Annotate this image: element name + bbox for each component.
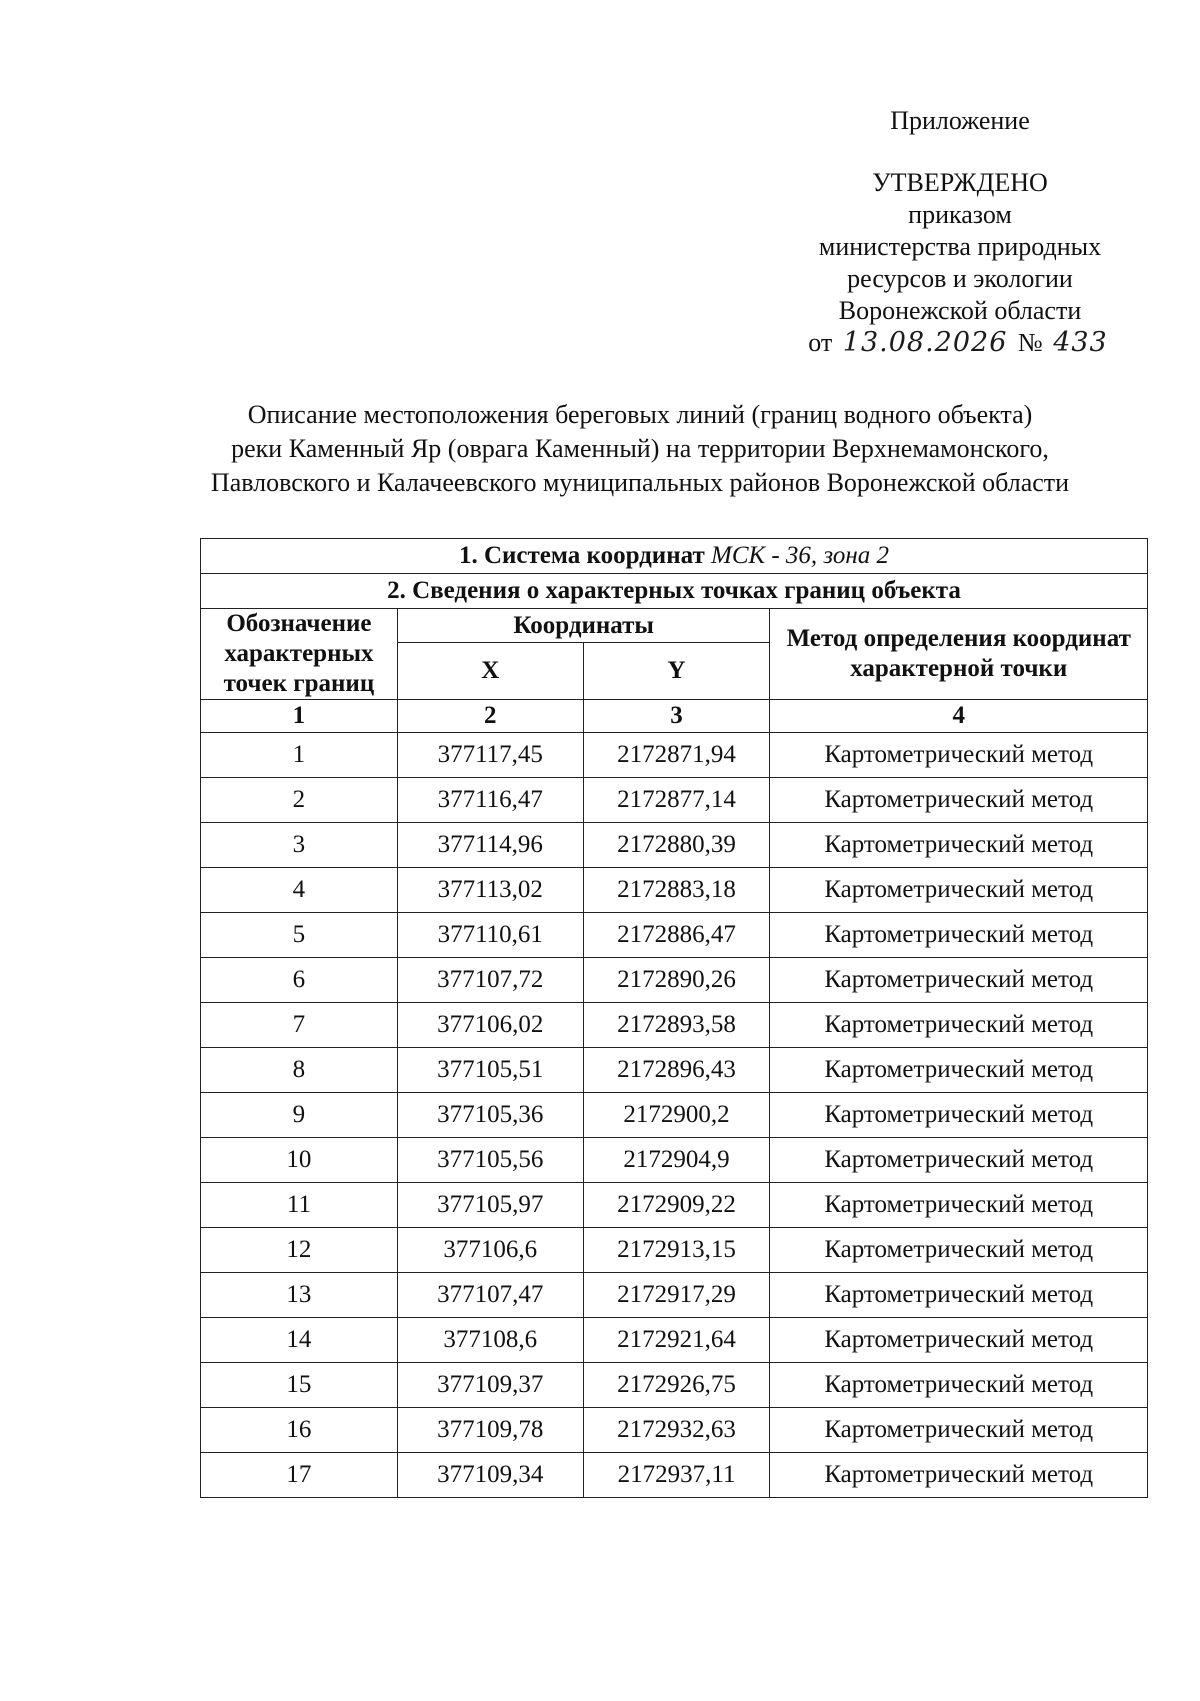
- x-coordinate-cell: 377105,97: [397, 1183, 583, 1228]
- method-cell: Картометрический метод: [770, 1273, 1148, 1318]
- method-cell: Картометрический метод: [770, 778, 1148, 823]
- y-coordinate-cell: 2172921,64: [583, 1318, 770, 1363]
- point-cell: 2: [201, 778, 398, 823]
- table-row: [201, 823, 1148, 868]
- table-row: [201, 1003, 1148, 1048]
- x-coordinate-cell: 377105,56: [397, 1138, 583, 1183]
- y-coordinate-cell: 2172877,14: [583, 778, 770, 823]
- x-coordinate-cell: 377113,02: [397, 868, 583, 913]
- column-number: 3: [583, 700, 770, 733]
- x-coordinate-cell: 377106,02: [397, 1003, 583, 1048]
- table-row: [201, 913, 1148, 958]
- header-y: Y: [583, 643, 770, 700]
- method-cell: Картометрический метод: [770, 1138, 1148, 1183]
- table-row: [201, 1048, 1148, 1093]
- point-cell: 6: [201, 958, 398, 1003]
- appendix-label: Приложение: [890, 106, 1030, 135]
- section-row-coordinate-system: [201, 539, 1148, 574]
- method-cell: Картометрический метод: [770, 958, 1148, 1003]
- table-row: [201, 1093, 1148, 1138]
- table-row: [201, 1453, 1148, 1498]
- table-row: [201, 1363, 1148, 1408]
- title-line-3: Павловского и Калачеевского муниципальных районов Воронежской области: [210, 468, 1070, 497]
- title-line-2: реки Каменный Яр (оврага Каменный) на территории Верхнемамонского,: [231, 434, 1049, 463]
- x-coordinate-cell: 377117,45: [397, 733, 583, 778]
- document-title: [180, 398, 1100, 500]
- y-coordinate-cell: 2172883,18: [583, 868, 770, 913]
- point-cell: 14: [201, 1318, 398, 1363]
- date-number-line: [770, 327, 1150, 359]
- number-prefix: №: [1017, 328, 1043, 357]
- x-coordinate-cell: 377114,96: [397, 823, 583, 868]
- method-cell: Картометрический метод: [770, 1048, 1148, 1093]
- points-info-cell: 2. Сведения о характерных точках границ объекта: [201, 574, 1148, 609]
- y-coordinate-cell: 2172896,43: [583, 1048, 770, 1093]
- point-cell: 1: [201, 733, 398, 778]
- column-number-row: [201, 700, 1148, 733]
- y-coordinate-cell: 2172890,26: [583, 958, 770, 1003]
- table-row: [201, 868, 1148, 913]
- method-cell: Картометрический метод: [770, 1093, 1148, 1138]
- point-cell: 11: [201, 1183, 398, 1228]
- point-cell: 4: [201, 868, 398, 913]
- point-cell: 8: [201, 1048, 398, 1093]
- coordinate-system-label: 1. Система координат: [458, 542, 705, 569]
- table-row: [201, 1183, 1148, 1228]
- method-cell: Картометрический метод: [770, 1228, 1148, 1273]
- y-coordinate-cell: 2172871,94: [583, 733, 770, 778]
- method-cell: Картометрический метод: [770, 733, 1148, 778]
- x-coordinate-cell: 377109,37: [397, 1363, 583, 1408]
- table-row: [201, 958, 1148, 1003]
- order-label: приказом: [908, 200, 1012, 229]
- y-coordinate-cell: 2172913,15: [583, 1228, 770, 1273]
- method-cell: Картометрический метод: [770, 1363, 1148, 1408]
- method-cell: Картометрический метод: [770, 1183, 1148, 1228]
- method-cell: Картометрический метод: [770, 868, 1148, 913]
- table-row: [201, 1273, 1148, 1318]
- point-cell: 16: [201, 1408, 398, 1453]
- header-method: Метод определения координат характерной точки: [770, 609, 1148, 700]
- point-cell: 10: [201, 1138, 398, 1183]
- table-row: [201, 733, 1148, 778]
- y-coordinate-cell: 2172904,9: [583, 1138, 770, 1183]
- y-coordinate-cell: 2172880,39: [583, 823, 770, 868]
- ministry-line-1: министерства природных: [818, 232, 1102, 261]
- y-coordinate-cell: 2172926,75: [583, 1363, 770, 1408]
- x-coordinate-cell: 377107,72: [397, 958, 583, 1003]
- point-cell: 15: [201, 1363, 398, 1408]
- x-coordinate-cell: 377107,47: [397, 1273, 583, 1318]
- x-coordinate-cell: 377105,36: [397, 1093, 583, 1138]
- y-coordinate-cell: 2172900,2: [583, 1093, 770, 1138]
- y-coordinate-cell: 2172917,29: [583, 1273, 770, 1318]
- method-cell: Картометрический метод: [770, 1318, 1148, 1363]
- point-cell: 13: [201, 1273, 398, 1318]
- y-coordinate-cell: 2172932,63: [583, 1408, 770, 1453]
- header-point-designation: Обозначение характерных точек границ: [201, 609, 398, 700]
- x-coordinate-cell: 377108,6: [397, 1318, 583, 1363]
- y-coordinate-cell: 2172909,22: [583, 1183, 770, 1228]
- x-coordinate-cell: 377106,6: [397, 1228, 583, 1273]
- ministry-line-2: ресурсов и экологии: [847, 264, 1073, 293]
- column-number: 2: [397, 700, 583, 733]
- y-coordinate-cell: 2172886,47: [583, 913, 770, 958]
- point-cell: 5: [201, 913, 398, 958]
- method-cell: Картометрический метод: [770, 913, 1148, 958]
- point-cell: 3: [201, 823, 398, 868]
- table-row: [201, 1228, 1148, 1273]
- region-label: Воронежской области: [838, 296, 1082, 325]
- method-cell: Картометрический метод: [770, 1408, 1148, 1453]
- point-cell: 9: [201, 1093, 398, 1138]
- header-x: X: [397, 643, 583, 700]
- title-line-1: Описание местоположения береговых линий (границ водного объекта): [247, 400, 1033, 429]
- x-coordinate-cell: 377110,61: [397, 913, 583, 958]
- table-header-row: [201, 609, 1148, 643]
- handwritten-number: 433: [1053, 327, 1108, 358]
- header-coordinates: Координаты: [397, 609, 770, 643]
- approved-label: УТВЕРЖДЕНО: [872, 168, 1048, 197]
- method-cell: Картометрический метод: [770, 1453, 1148, 1498]
- table-row: [201, 1318, 1148, 1363]
- section-row-points-info: [201, 574, 1148, 609]
- handwritten-date: 13.08.2026: [842, 327, 1008, 358]
- approval-block: [770, 105, 1150, 359]
- x-coordinate-cell: 377109,34: [397, 1453, 583, 1498]
- coordinate-system-cell: [201, 539, 1148, 574]
- method-cell: Картометрический метод: [770, 1003, 1148, 1048]
- coordinates-table: [200, 538, 1148, 1498]
- y-coordinate-cell: 2172937,11: [583, 1453, 770, 1498]
- point-cell: 17: [201, 1453, 398, 1498]
- x-coordinate-cell: 377105,51: [397, 1048, 583, 1093]
- y-coordinate-cell: 2172893,58: [583, 1003, 770, 1048]
- coordinate-system-value: МСК - 36, зона 2: [711, 542, 890, 569]
- column-number: 4: [770, 700, 1148, 733]
- date-prefix: от: [808, 328, 833, 357]
- column-number: 1: [201, 700, 398, 733]
- table-row: [201, 1138, 1148, 1183]
- table-row: [201, 778, 1148, 823]
- x-coordinate-cell: 377116,47: [397, 778, 583, 823]
- table-row: [201, 1408, 1148, 1453]
- point-cell: 7: [201, 1003, 398, 1048]
- point-cell: 12: [201, 1228, 398, 1273]
- x-coordinate-cell: 377109,78: [397, 1408, 583, 1453]
- method-cell: Картометрический метод: [770, 823, 1148, 868]
